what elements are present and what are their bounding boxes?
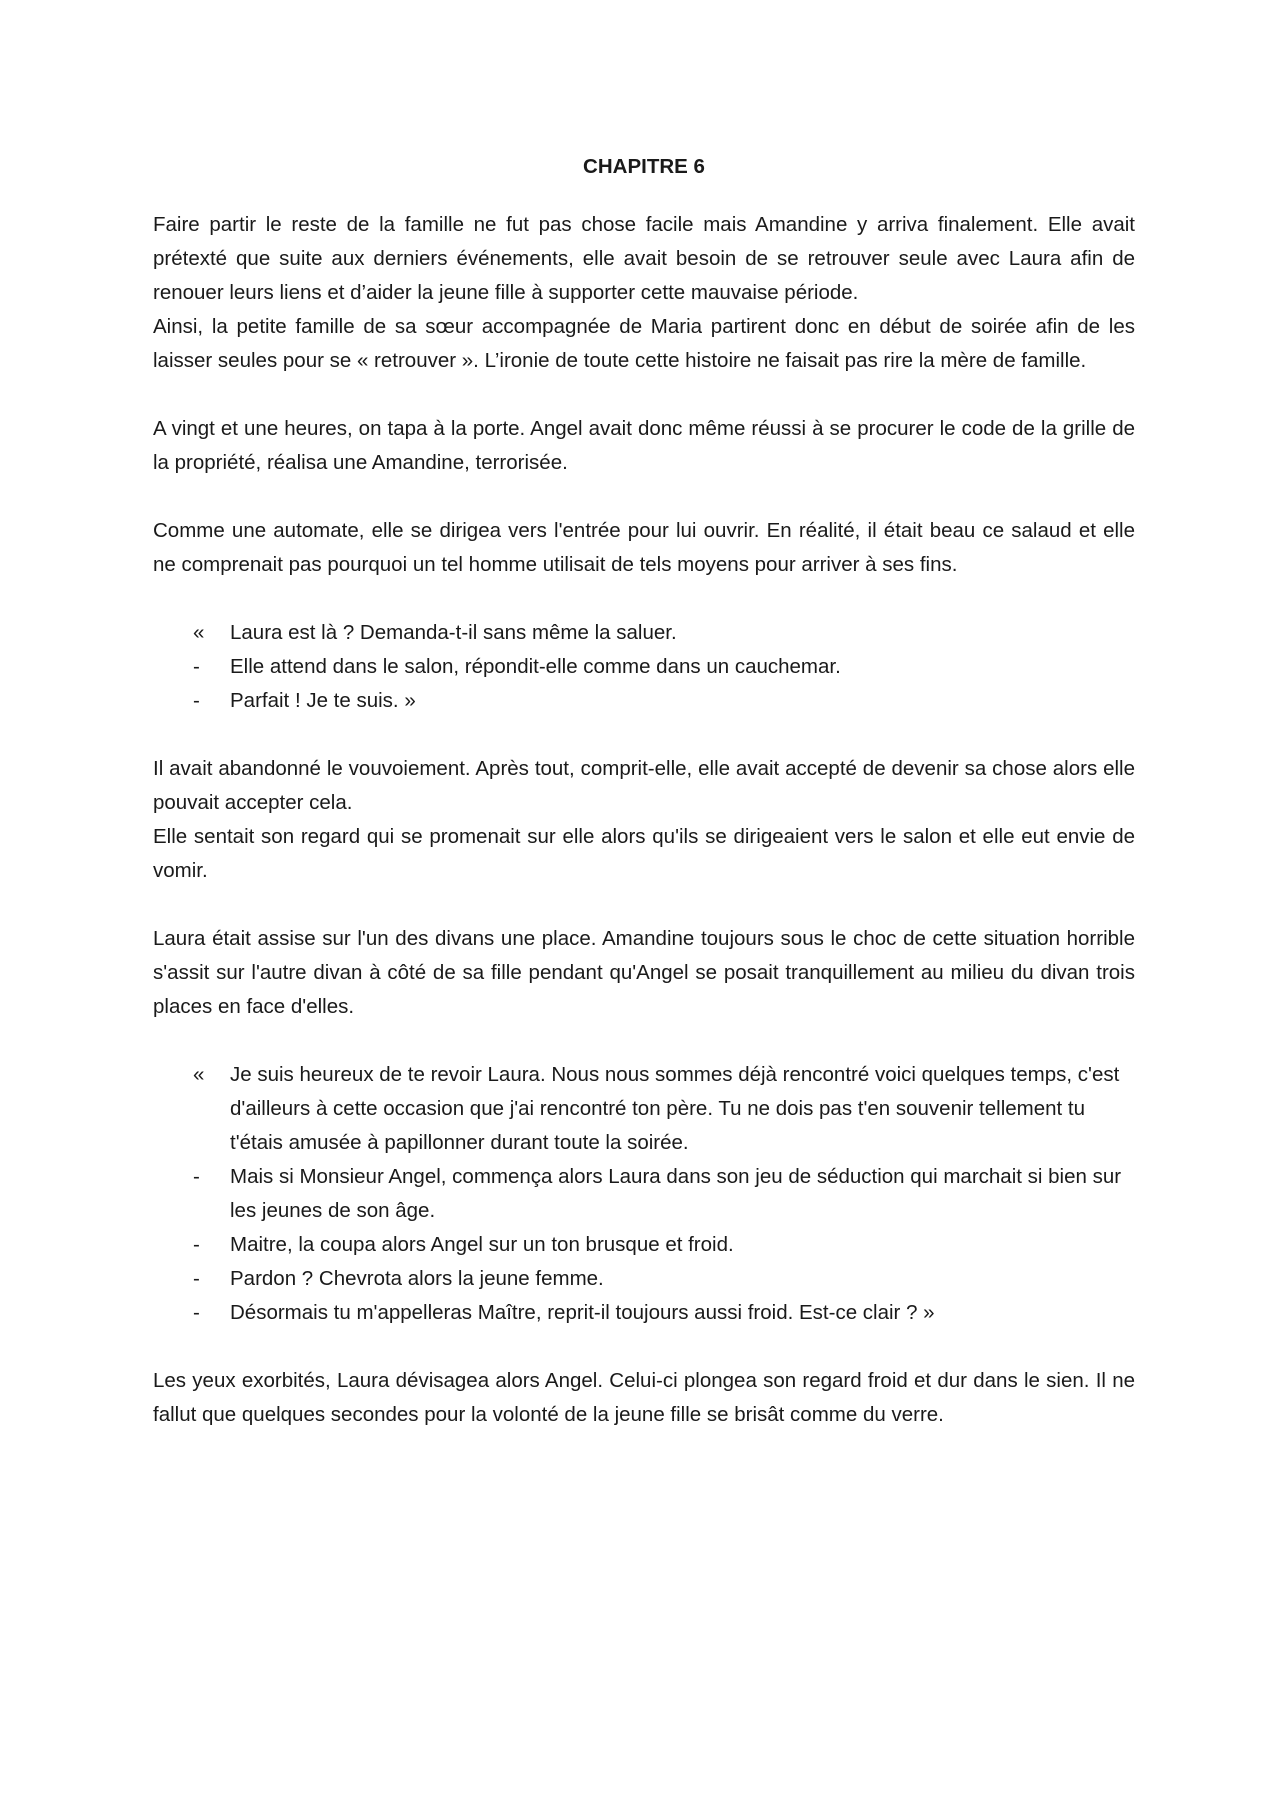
dialogue-text: Mais si Monsieur Angel, commença alors Laura dans son jeu de séduction qui marchait si bien sur les jeunes de son âge.	[230, 1165, 1122, 1222]
dialogue-block	[153, 616, 1135, 718]
document-page	[153, 150, 1135, 1432]
dialogue-block	[153, 1058, 1135, 1330]
dialogue-marker: -	[193, 1165, 200, 1188]
paragraph: Ainsi, la petite famille de sa sœur accompagnée de Maria partirent donc en début de soirée afin de les laisser seules pour se « retrouver ». L’ironie de toute cette histoire ne faisait pas rire la mère de famille.	[153, 315, 1135, 372]
paragraph: Il avait abandonné le vouvoiement. Après tout, comprit-elle, elle avait accepté de devenir sa chose alors elle pouvait accepter cela.	[153, 757, 1135, 814]
dialogue-line	[153, 1058, 1135, 1160]
paragraph: Comme une automate, elle se dirigea vers l'entrée pour lui ouvrir. En réalité, il était beau ce salaud et elle ne comprenait pas pourquoi un tel homme utilisait de tels moyens pour arriver à ses fins.	[153, 519, 1135, 576]
dialogue-marker: -	[193, 1267, 200, 1290]
dialogue-line	[153, 650, 1135, 684]
dialogue-text: Pardon ? Chevrota alors la jeune femme.	[230, 1267, 604, 1290]
paragraph-gap	[153, 1024, 1135, 1058]
dialogue-line	[153, 684, 1135, 718]
dialogue-text: Laura est là ? Demanda-t-il sans même la saluer.	[230, 621, 677, 644]
paragraph: Elle sentait son regard qui se promenait sur elle alors qu'ils se dirigeaient vers le salon et elle eut envie de vomir.	[153, 825, 1135, 882]
paragraph-gap	[153, 582, 1135, 616]
dialogue-text: Désormais tu m'appelleras Maître, reprit-il toujours aussi froid. Est-ce clair ? »	[230, 1301, 935, 1324]
dialogue-marker: «	[193, 621, 205, 644]
dialogue-text: Elle attend dans le salon, répondit-elle comme dans un cauchemar.	[230, 655, 841, 678]
dialogue-marker: «	[193, 1063, 205, 1086]
paragraph-gap	[153, 378, 1135, 412]
paragraph: Faire partir le reste de la famille ne fut pas chose facile mais Amandine y arriva finalement. Elle avait prétexté que suite aux derniers événements, elle avait besoin de se retrouver seule avec Laura afin de renouer leurs liens et d’aider la jeune fille à supporter cette mauvaise période.	[153, 213, 1135, 304]
paragraph-gap	[153, 718, 1135, 752]
chapter-body	[153, 208, 1135, 1432]
dialogue-text: Parfait ! Je te suis. »	[230, 689, 416, 712]
paragraph: A vingt et une heures, on tapa à la porte. Angel avait donc même réussi à se procurer le code de la grille de la propriété, réalisa une Amandine, terrorisée.	[153, 417, 1135, 474]
dialogue-marker: -	[193, 1233, 200, 1256]
dialogue-text: Maitre, la coupa alors Angel sur un ton brusque et froid.	[230, 1233, 734, 1256]
dialogue-line	[153, 1262, 1135, 1296]
paragraph-gap	[153, 1330, 1135, 1364]
dialogue-marker: -	[193, 655, 200, 678]
paragraph: Les yeux exorbités, Laura dévisagea alors Angel. Celui-ci plongea son regard froid et dur dans le sien. Il ne fallut que quelques secondes pour la volonté de la jeune fille se brisât comme du verre.	[153, 1369, 1135, 1426]
paragraph: Laura était assise sur l'un des divans une place. Amandine toujours sous le choc de cette situation horrible s'assit sur l'autre divan à côté de sa fille pendant qu'Angel se posait tranquillement au milieu du divan trois places en face d'elles.	[153, 927, 1135, 1018]
paragraph-gap	[153, 888, 1135, 922]
dialogue-line	[153, 1228, 1135, 1262]
dialogue-text: Je suis heureux de te revoir Laura. Nous nous sommes déjà rencontré voici quelques temps, c'est d'ailleurs à cette occasion que j'ai rencontré ton père. Tu ne dois pas t'en souvenir tellement tu t'étais amusée à papillonner durant toute la soirée.	[230, 1063, 1120, 1154]
dialogue-line	[153, 1160, 1135, 1228]
chapter-title: CHAPITRE 6	[583, 155, 705, 178]
paragraph-gap	[153, 480, 1135, 514]
dialogue-line	[153, 1296, 1135, 1330]
dialogue-marker: -	[193, 689, 200, 712]
dialogue-line	[153, 616, 1135, 650]
dialogue-marker: -	[193, 1301, 200, 1324]
